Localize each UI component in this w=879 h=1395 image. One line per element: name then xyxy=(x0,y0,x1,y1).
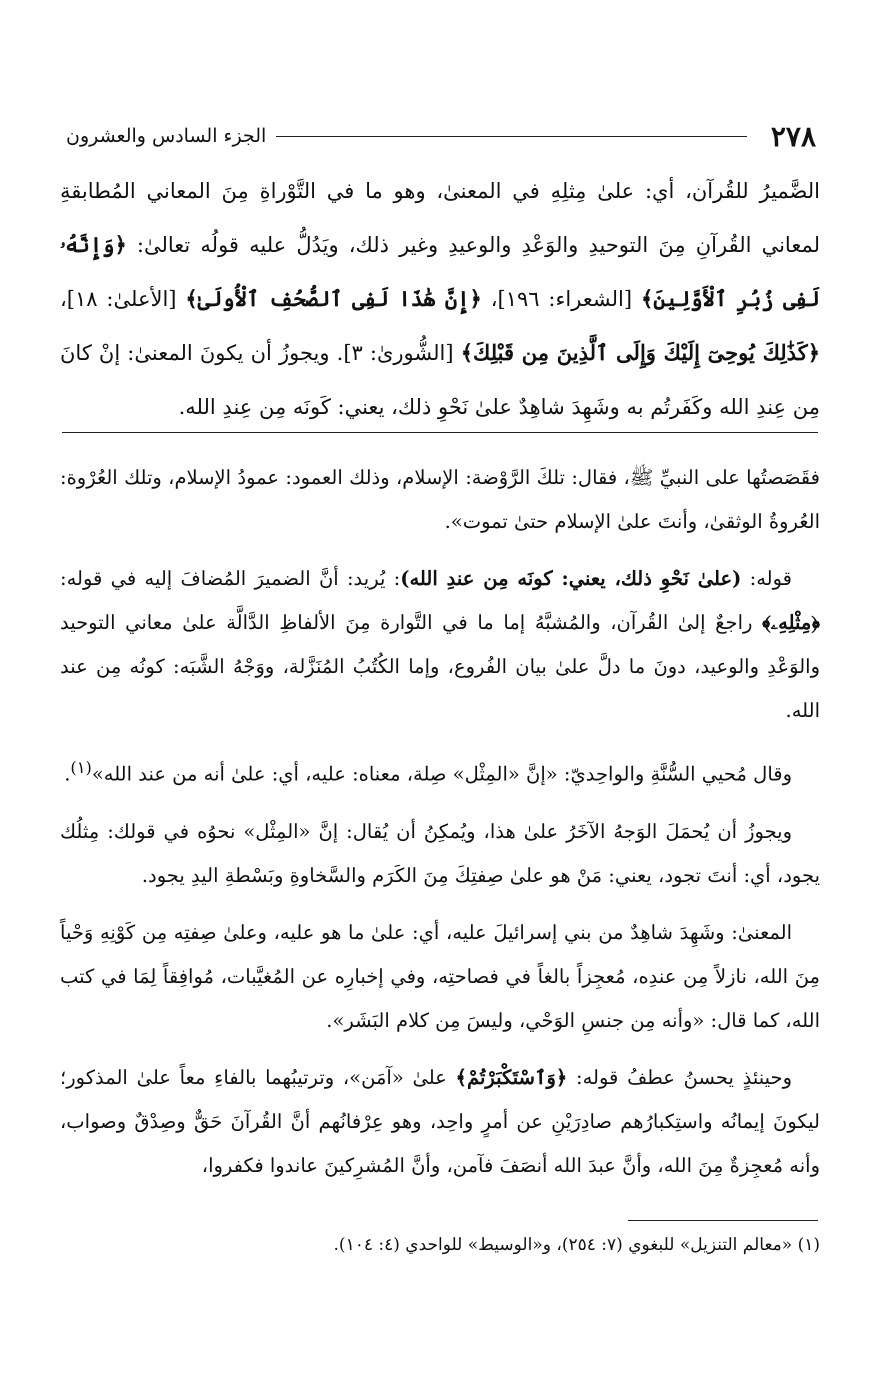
quoted-lemma: (علىٰ نَحْوِ ذلك، يعني: كونَه مِن عندِ الله) xyxy=(400,567,742,590)
paragraph-text: المعنىٰ: وشَهِدَ شاهِدٌ من بني إسرائيلَ عليه، أي: علىٰ ما هو عليه، وعلىٰ صِفتِه مِن كَوْنِهِ وَحْياً مِنَ الله، نازلاً مِن عندِه، مُعجِزاً بالغاً في فصاحتِه، وفي إخبارِه عن المُغيَّبات، مُوافِقاً لِمَا في كتب الله، كما قال: «وأنه مِن جنسِ الوَحْي، وليسَ مِن كلام البَشَر». xyxy=(60,920,820,1032)
quran-verse: ﴿وَإِنَّهُۥ لَفِى زُبُرِ ٱلْأَوَّلِينَ﴾ xyxy=(60,232,820,311)
main-text xyxy=(60,164,820,434)
paragraph-text: ويجوزُ أن يُحمَلَ الوَجهُ الآخَرُ علىٰ هذا، ويُمكِنُ أن يُقال: إنَّ «المِثْل» نحوُه في قولك: مِثلُك يجود، أي: أنتَ تجود، يعني: مَنْ هو علىٰ صِفتِكَ مِنَ الكَرَم والسَّخاوةِ وبَسْطةِ اليدِ يجود. xyxy=(60,819,820,887)
commentary-paragraph xyxy=(60,911,820,1043)
paragraph-text: : يُريد: أنَّ الضميرَ المُضافَ إليه في قوله: xyxy=(60,567,401,590)
quran-verse: ﴿وَٱسْتَكْبَرْتُمْ﴾ xyxy=(455,1065,568,1089)
paragraph-text: علىٰ «آمَن»، وترتيبُهما بالفاءِ معاً علىٰ المذكور؛ ليكونَ إيمانُه واستِكبارُهم صادِرَيْنِ عن أمرٍ واحِد، وهو عِرْفانُهم أنَّ القُرآنَ حَقٌّ وصِدْقٌ وصواب، وأنه مُعجِزةٌ مِنَ الله، وأنَّ عبدَ الله أنصَفَ فآمن، وأنَّ المُشرِكينَ عاندوا فكفروا، xyxy=(60,1065,820,1177)
footnote: (١) «معالم التنزيل» للبغوي (٧: ٢٥٤)، و«الوسيط» للواحدي (٤: ١٠٤). xyxy=(333,1235,820,1255)
paragraph-text: وحينئذٍ يحسنُ عطفُ قوله: xyxy=(567,1065,792,1089)
paragraph-text: فقَصَصتُها على النبيِّ ﷺ، فقال: تلكَ الرَّوْضة: الإسلام، وذلك العمود: عمودُ الإسلام، وتلك العُرْوة: العُروةُ الوثقىٰ، وأنتَ علىٰ الإسلام حتىٰ تموت». xyxy=(60,466,820,533)
page-number: ٢٧٨ xyxy=(770,119,816,153)
paragraph-text: راجعٌ إلىٰ القُرآن، والمُشبَّهُ إما ما في التَّوارة مِنَ الألفاظِ الدَّالَّة علىٰ معاني التوحيد والوَعْدِ والوعيد، دونَ ما دلَّ علىٰ بيان الفُروع، وإما الكُتُبُ المُنَزَّلة، ووَجْهُ الشَّبَه: كونُه مِن عند الله. xyxy=(60,611,820,722)
footnote-divider xyxy=(628,1220,818,1221)
commentary-paragraph xyxy=(60,557,820,733)
commentary-paragraph xyxy=(60,456,820,544)
main-text-part: الضَّميرُ للقُرآن، أي: علىٰ مِثلِهِ في المعنىٰ، وهو ما في التَّوْراةِ مِنَ المعاني المُطابقةِ لمعاني القُرآنِ مِنَ التوحيدِ والوَعْدِ والوعيدِ وغير ذلك، ويَدُلُّ عليه قولُه تعالىٰ: xyxy=(60,179,820,257)
paragraph-text: وقال مُحيي السُّنَّةِ والواحِديّ: «إنَّ «المِثْل» صِلة، معناه: عليه، أي: علىٰ أنه من عند الله» xyxy=(91,762,792,786)
running-title: الجزء السادس والعشرون xyxy=(66,125,267,147)
quran-verse: ﴿مِثْلِهِۦ﴾ xyxy=(762,611,820,634)
quran-verse: ﴿كَذَٰلِكَ يُوحِىٓ إِلَيْكَ وَإِلَى ٱلَّذِينَ مِن قَبْلِكَ﴾ xyxy=(460,340,821,365)
paragraph-text: . xyxy=(64,762,71,786)
paragraph-text: قوله: xyxy=(741,567,793,590)
verse-reference: [الشعراء: ١٩٦]، xyxy=(481,287,641,311)
commentary-paragraph xyxy=(60,810,820,898)
quran-verse: ﴿إِنَّ هَٰذَا لَفِى ٱلصُّحُفِ ٱلْأُولَىٰ﴾ xyxy=(185,286,482,311)
commentary-paragraph xyxy=(60,1056,820,1188)
running-head xyxy=(66,116,816,156)
header-rule xyxy=(276,136,747,137)
commentary-paragraph xyxy=(60,746,820,797)
commentary xyxy=(60,456,820,1201)
main-text-part: [الشُّورىٰ: ٣]. ويجوزُ أن يكونَ المعنىٰ: إنْ كانَ مِن عِندِ الله وكَفَرتُم به وشَهِدَ شاهِدٌ علىٰ نَحْوِ ذلك، يعني: كَونَه مِن عِندِ الله. xyxy=(60,341,820,419)
footnote-marker[interactable]: (١) xyxy=(70,758,92,777)
verse-reference: [الأعلىٰ: ١٨]، xyxy=(60,287,186,311)
section-divider xyxy=(62,432,818,433)
